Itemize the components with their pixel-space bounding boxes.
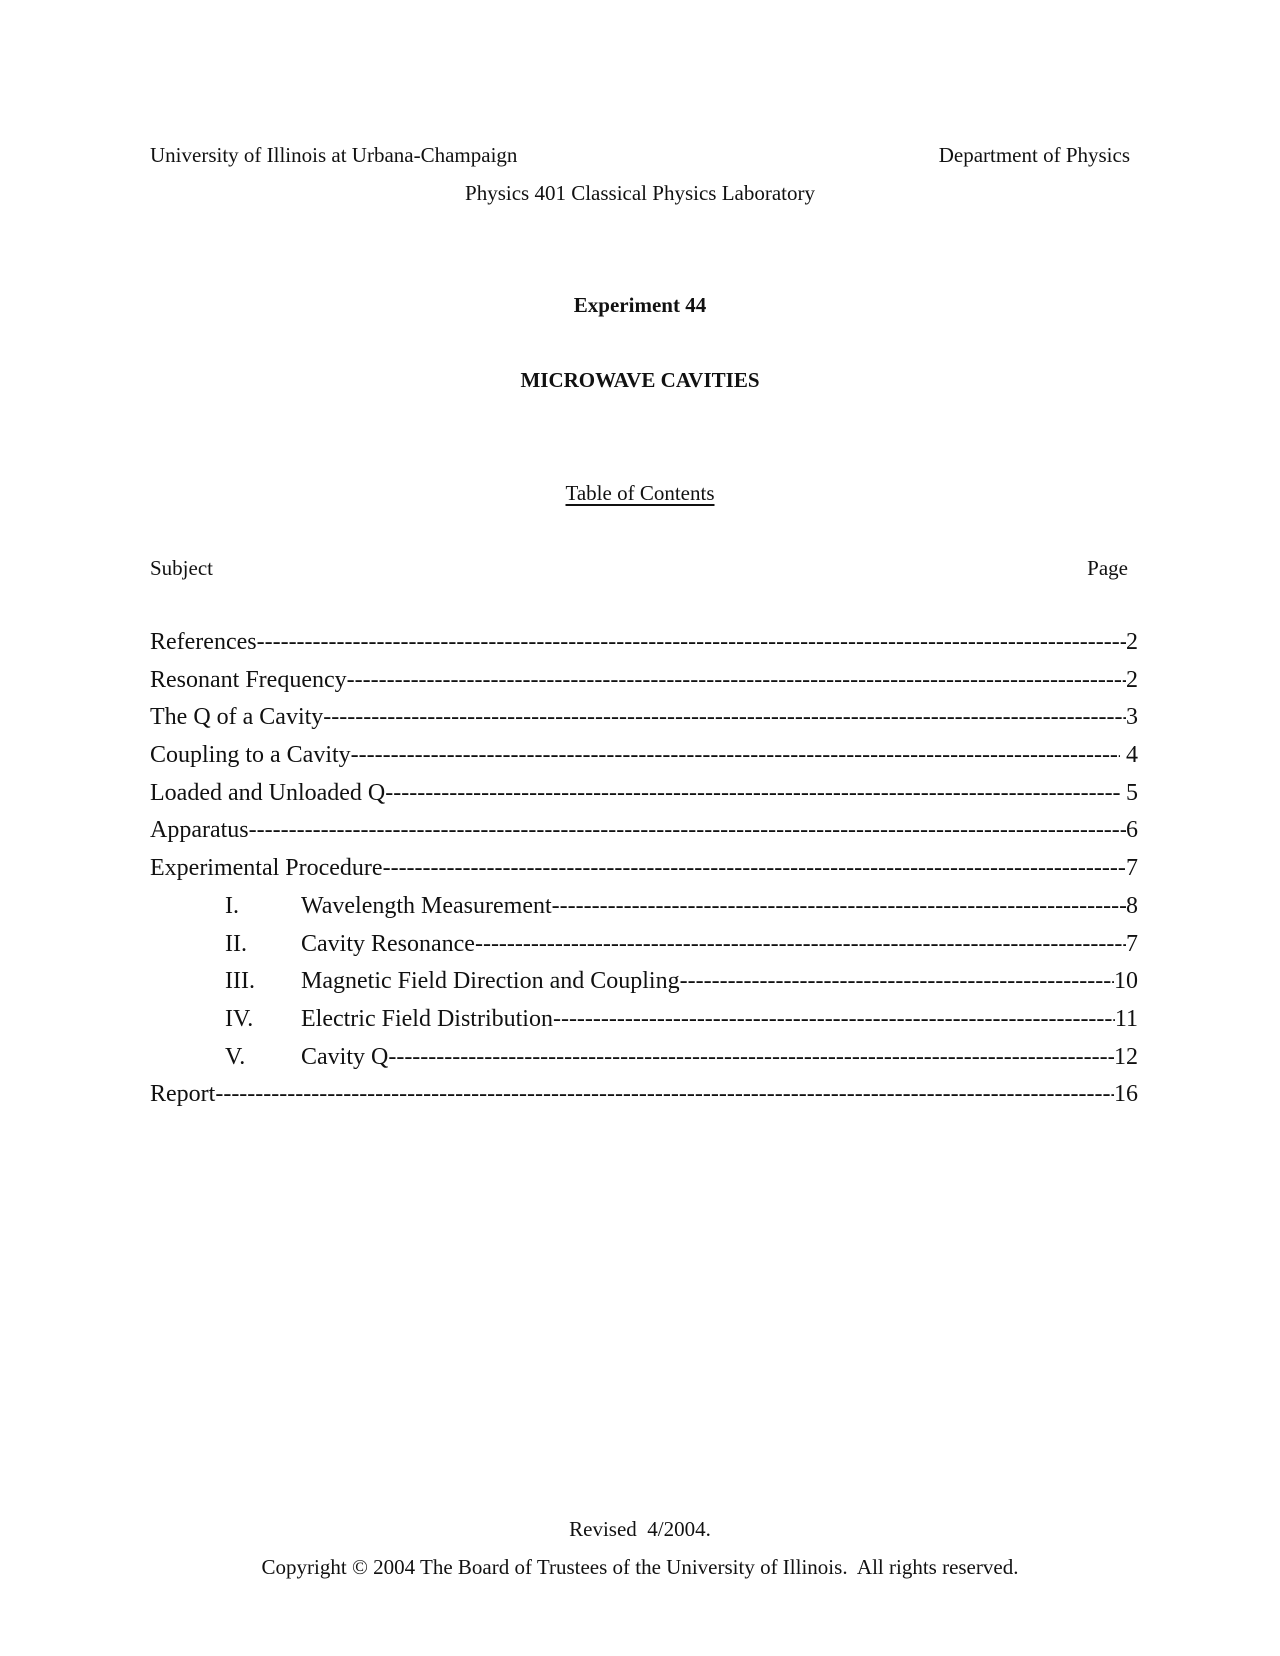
toc-subentry <box>150 1005 1138 1043</box>
toc-entry-label: Wavelength Measurement <box>301 892 552 919</box>
toc-entry-page: 10 <box>1114 968 1138 995</box>
toc-leader <box>257 628 1126 656</box>
toc-entry <box>150 854 1138 892</box>
toc-leader <box>215 1080 1114 1108</box>
toc-entry-label: Report <box>150 1081 216 1108</box>
toc-entry-label: Coupling to a Cavity <box>150 742 351 769</box>
toc-column-page: Page <box>1087 556 1128 580</box>
toc-entry-page: 12 <box>1114 1043 1138 1070</box>
toc-entry-page: 6 <box>1126 817 1138 844</box>
toc-entry-page: 4 <box>1120 742 1138 769</box>
toc-column-subject: Subject <box>150 556 213 580</box>
toc-leader <box>249 816 1126 844</box>
table-of-contents <box>150 628 1138 1118</box>
toc-subentry <box>150 892 1138 930</box>
toc-entry <box>150 666 1138 704</box>
toc-subentry <box>150 1043 1138 1081</box>
department-name: Department of Physics <box>938 143 1130 167</box>
toc-leader <box>385 779 1120 807</box>
toc-entry-label: Cavity Q <box>301 1043 389 1070</box>
toc-subentry-number: IV. <box>225 1005 254 1032</box>
toc-entry <box>150 628 1138 666</box>
toc-entry-label: The Q of a Cavity <box>150 704 324 731</box>
toc-entry-label: References <box>150 629 257 655</box>
toc-entry-label: Electric Field Distribution <box>301 1005 553 1032</box>
toc-subentry-number: II. <box>225 930 247 957</box>
copyright-notice: Copyright © 2004 The Board of Trustees of the University of Illinois. All rights reserved. <box>261 1555 1019 1579</box>
toc-entry-page: 16 <box>1114 1081 1138 1108</box>
toc-subentry-number: I. <box>225 892 239 919</box>
toc-entry-label: Experimental Procedure <box>150 855 383 882</box>
toc-leader <box>475 930 1126 958</box>
toc-entry-label: Magnetic Field Direction and Coupling <box>301 968 680 995</box>
toc-heading <box>0 480 1280 506</box>
toc-subentry-number: V. <box>225 1043 246 1070</box>
experiment-title: MICROWAVE CAVITIES <box>520 368 760 392</box>
toc-entry-page: 11 <box>1114 1005 1138 1032</box>
toc-leader <box>347 666 1126 694</box>
toc-subentry <box>150 930 1138 968</box>
course-title: Physics 401 Classical Physics Laboratory <box>465 181 815 205</box>
toc-leader <box>383 854 1126 882</box>
toc-entry-page: 5 <box>1120 779 1138 806</box>
experiment-number: Experiment 44 <box>573 293 707 317</box>
toc-leader <box>323 703 1126 731</box>
toc-entry-label: Resonant Frequency <box>150 666 347 693</box>
toc-entry <box>150 779 1138 817</box>
toc-heading-text: Table of Contents <box>565 481 715 505</box>
toc-entry-label: Loaded and Unloaded Q <box>150 779 386 806</box>
toc-entry-page: 7 <box>1126 930 1138 957</box>
toc-leader <box>388 1043 1114 1071</box>
toc-entry-page: 2 <box>1126 666 1138 693</box>
toc-leader <box>552 892 1126 920</box>
toc-subentry <box>150 967 1138 1005</box>
toc-entry-page: 3 <box>1126 704 1138 731</box>
toc-entry-page: 2 <box>1126 629 1138 655</box>
toc-entry <box>150 703 1138 741</box>
toc-entry <box>150 741 1138 779</box>
toc-entry <box>150 816 1138 854</box>
institution-name: University of Illinois at Urbana-Champaign <box>150 143 518 167</box>
toc-entry <box>150 1080 1138 1118</box>
toc-entry-label: Cavity Resonance <box>301 930 475 957</box>
revision-note: Revised 4/2004. <box>569 1517 711 1541</box>
toc-leader <box>553 1005 1115 1033</box>
toc-leader <box>680 967 1114 995</box>
toc-leader <box>351 741 1120 769</box>
toc-entry-page: 8 <box>1126 892 1138 919</box>
toc-subentry-number: III. <box>225 968 255 995</box>
toc-entry-page: 7 <box>1126 855 1138 882</box>
toc-entry-label: Apparatus <box>150 817 249 844</box>
